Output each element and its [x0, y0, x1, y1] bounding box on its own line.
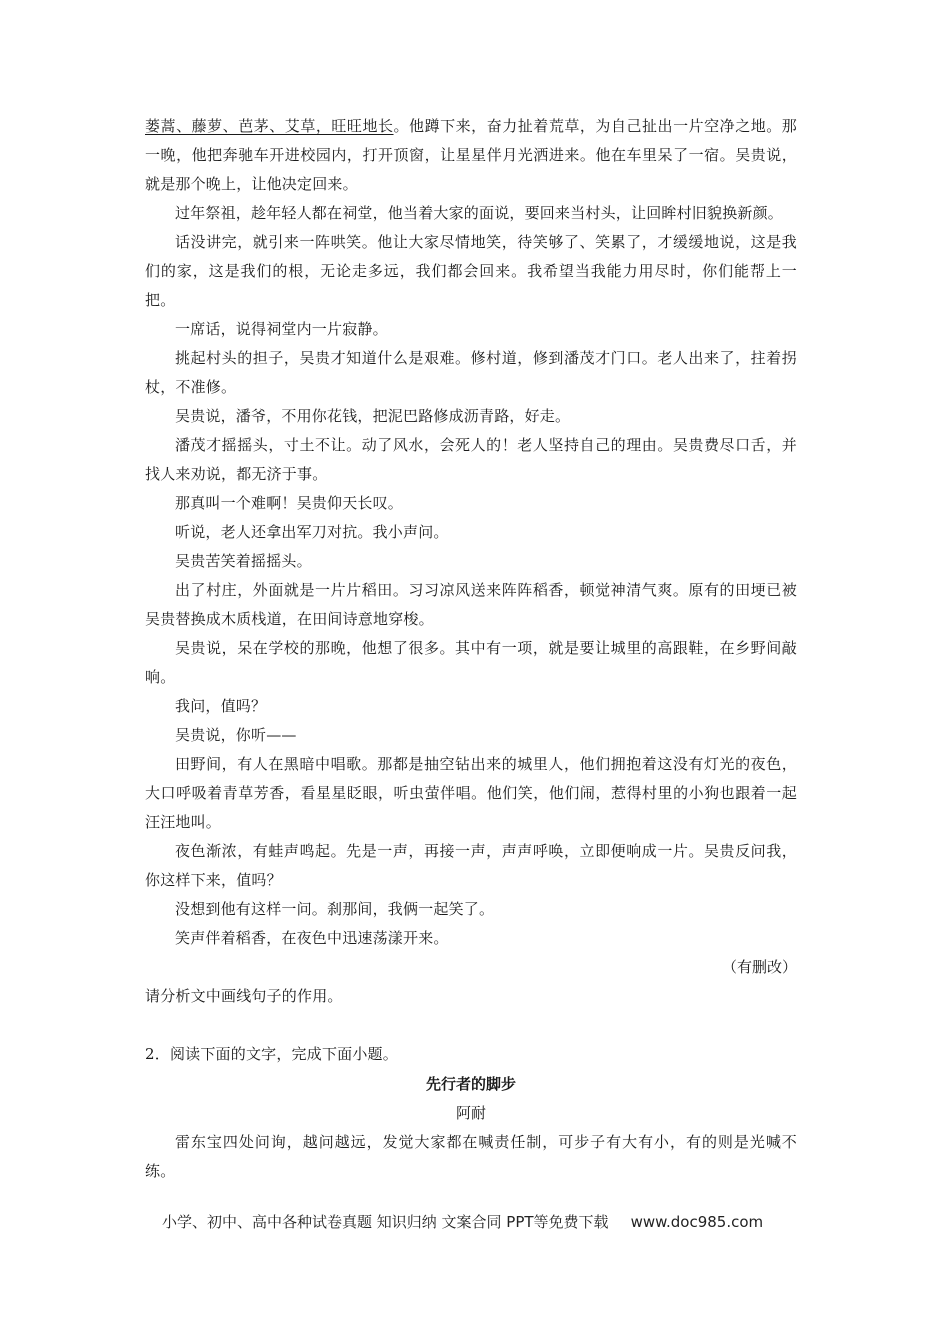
- paragraph-12: 吴贵说，呆在学校的那晚，他想了很多。其中有一项，就是要让城里的高跟鞋，在乡野间敲响。: [145, 639, 797, 686]
- article-first-paragraph: 雷东宝四处问询，越问越远，发觉大家都在喊责任制，可步子有大有小，有的则是光喊不练。: [145, 1133, 797, 1180]
- article-author: 阿耐: [455, 1104, 486, 1122]
- article-title: 先行者的脚步: [425, 1075, 516, 1093]
- paragraph-10: 吴贵苦笑着摇摇头。: [175, 552, 312, 570]
- item-2-prompt: 2．阅读下面的文字，完成下面小题。: [145, 1045, 398, 1063]
- paragraph-8: 那真叫一个难啊！吴贵仰天长叹。: [175, 494, 404, 512]
- paragraph-9: 听说，老人还拿出军刀对抗。我小声问。: [175, 523, 449, 541]
- page-footer: [162, 1210, 802, 1234]
- paragraph-13: 我问，值吗？: [175, 697, 267, 715]
- paragraph-2: 过年祭祖，趁年轻人都在祠堂，他当着大家的面说，要回来当村头，让回眸村旧貌换新颜。: [175, 204, 784, 222]
- footer-ad-text: 小学、初中、高中各种试卷真题 知识归纳 文案合同 PPT等免费下载: [162, 1213, 609, 1231]
- paragraph-14: 吴贵说，你听——: [175, 726, 297, 744]
- paragraph-4: 一席话，说得祠堂内一片寂静。: [175, 320, 388, 338]
- paragraph-18: 笑声伴着稻香，在夜色中迅速荡漾开来。: [175, 929, 449, 947]
- paragraph-6: 吴贵说，潘爷，不用你花钱，把泥巴路修成沥青路，好走。: [175, 407, 571, 425]
- paragraph-11: 出了村庄，外面就是一片片稻田。习习凉风送来阵阵稻香，顿觉神清气爽。原有的田埂已被吴贵替换成木质栈道，在田间诗意地穿梭。: [145, 581, 797, 628]
- paragraph-7: 潘茂才摇摇头，寸土不让。动了风水，会死人的！老人坚持自己的理由。吴贵费尽口舌，并找人来劝说，都无济于事。: [145, 436, 797, 483]
- paragraph-1-rest: 。他蹲下来，奋力扯着荒草，为自己扯出一片空净之地。那一晚，他把奔驰车开进校园内，打开顶窗，让星星伴月光洒进来。他在车里呆了一宿。吴贵说，就是那个晚上，让他决定回来。: [145, 117, 798, 193]
- paragraph-15: 田野间，有人在黑暗中唱歌。那都是抽空钻出来的城里人，他们拥抱着这没有灯光的夜色，大口呼吸着青草芳香，看星星眨眼，听虫萤伴唱。他们笑，他们闹，惹得村里的小狗也跟着一起汪汪地叫。: [145, 755, 797, 831]
- paragraph-5: 挑起村头的担子，吴贵才知道什么是艰难。修村道，修到潘茂才门口。老人出来了，拄着拐杖，不准修。: [145, 349, 797, 396]
- spacer: [145, 1011, 797, 1040]
- paragraph-16: 夜色渐浓，有蛙声鸣起。先是一声，再接一声，声声呼唤，立即便响成一片。吴贵反问我，你这样下来，值吗？: [145, 842, 797, 889]
- paragraph-3: 话没讲完，就引来一阵哄笑。他让大家尽情地笑，待笑够了、笑累了，才缓缓地说，这是我们的家，这是我们的根，无论走多远，我们都会回来。我希望当我能力用尽时，你们能帮上一把。: [145, 233, 797, 309]
- underlined-sentence: 蒌蒿、藤萝、芭茅、艾草，旺旺地长: [145, 117, 394, 135]
- footer-site-link[interactable]: www.doc985.com: [630, 1213, 764, 1231]
- paragraph-17: 没想到他有这样一问。刹那间，我俩一起笑了。: [175, 900, 495, 918]
- document-body: [145, 112, 797, 1186]
- source-note: （有删改）: [721, 958, 797, 976]
- paragraph-1: [145, 112, 797, 199]
- question-text: 请分析文中画线句子的作用。: [145, 987, 343, 1005]
